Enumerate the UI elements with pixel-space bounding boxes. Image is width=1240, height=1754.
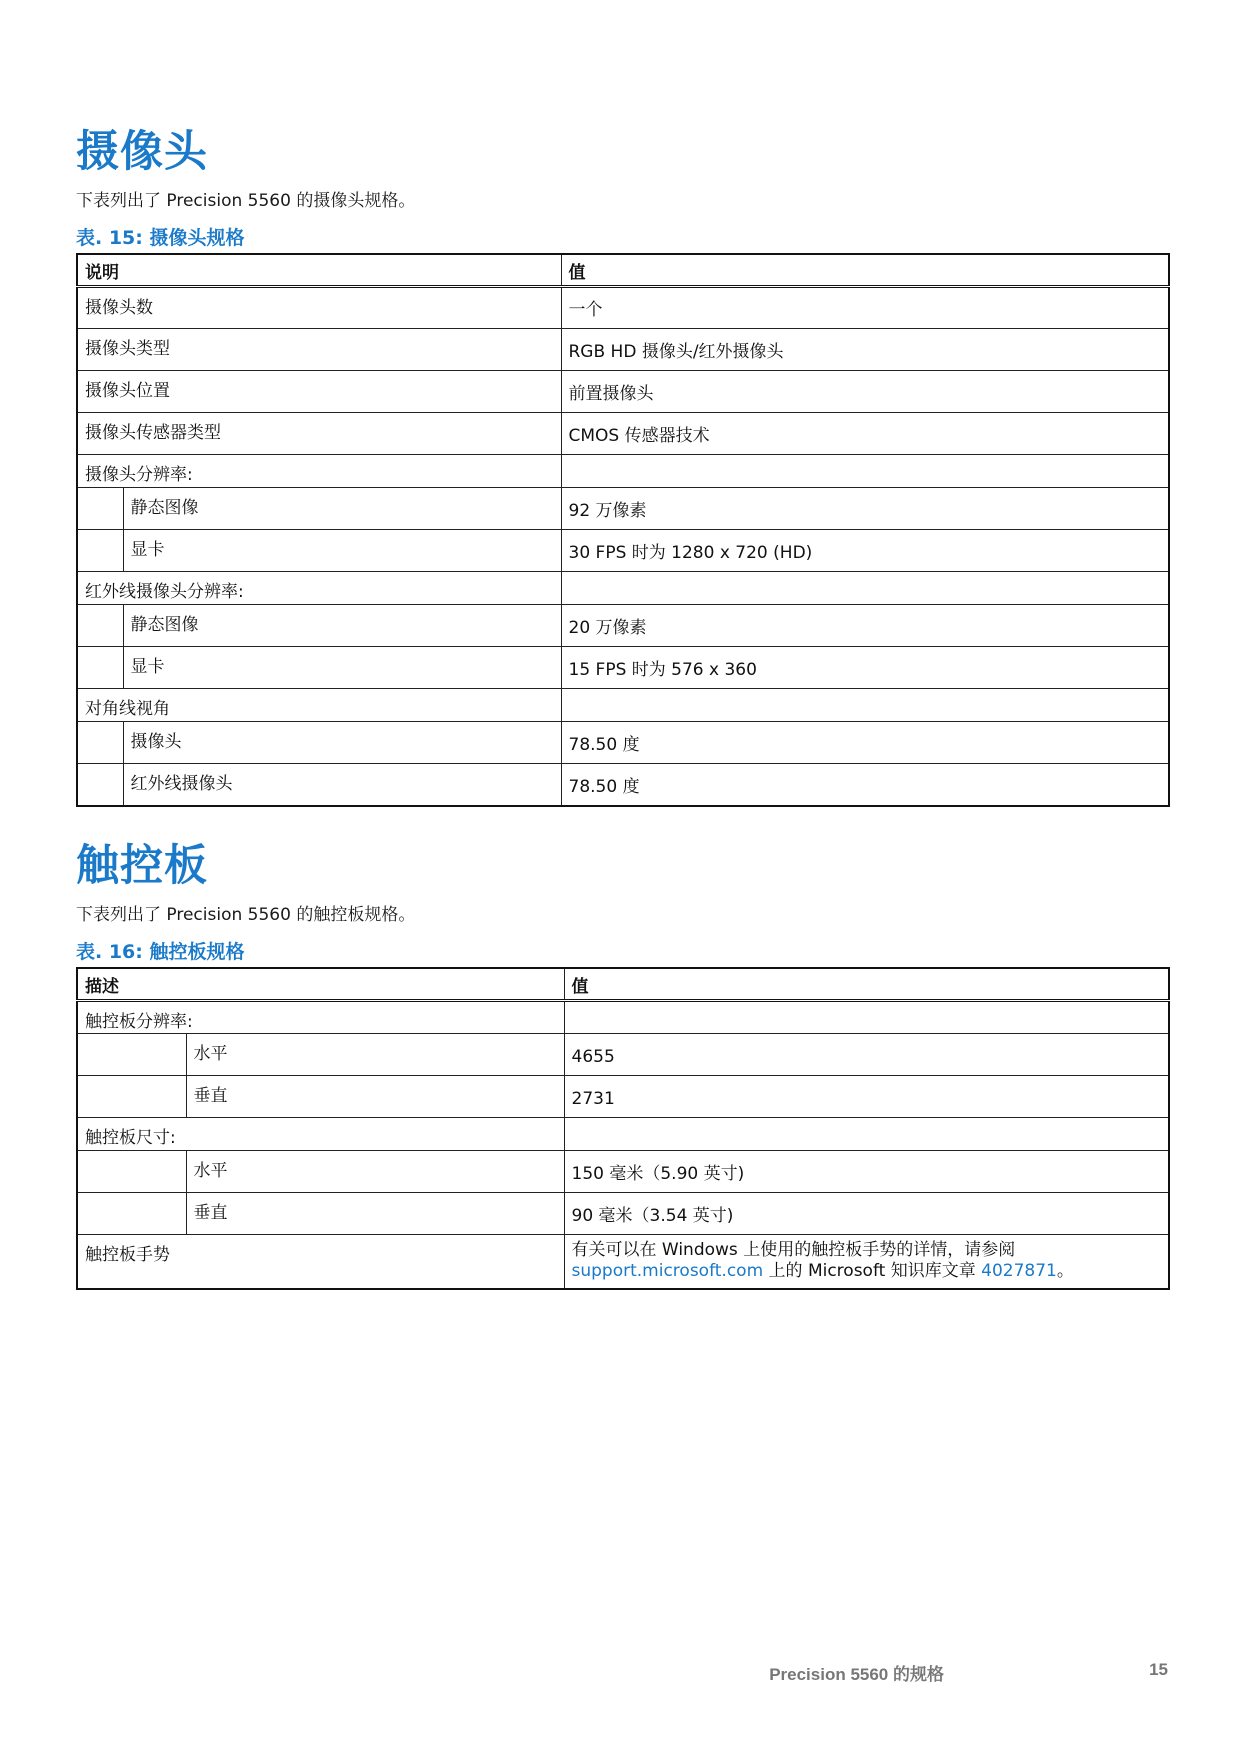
- table-row: [77, 371, 1169, 413]
- table-row: [77, 413, 1169, 455]
- indent-cell: [77, 722, 123, 764]
- row-label: 摄像头数: [77, 287, 561, 329]
- table-row: [77, 605, 1169, 647]
- table-row-group: [77, 1118, 1169, 1151]
- gesture-info-text-2: 上的 Microsoft 知识库文章: [763, 1261, 982, 1281]
- row-label: 红外线摄像头: [123, 764, 561, 806]
- row-value: 4655: [564, 1034, 1169, 1076]
- indent-cell: [77, 488, 123, 530]
- table-row: [77, 1034, 1169, 1076]
- row-label: 水平: [186, 1151, 564, 1193]
- table-row-group: [77, 572, 1169, 605]
- camera-intro: 下表列出了 Precision 5560 的摄像头规格。: [76, 191, 416, 211]
- touchpad-intro: 下表列出了 Precision 5560 的触控板规格。: [76, 905, 416, 925]
- indent-cell: [77, 1076, 186, 1118]
- table-row: [77, 1151, 1169, 1193]
- row-label: 摄像头位置: [77, 371, 561, 413]
- row-value: 90 毫米（3.54 英寸): [564, 1193, 1169, 1235]
- column-header-value: 值: [564, 968, 1169, 1001]
- column-header-description: 说明: [77, 254, 561, 287]
- indent-cell: [77, 1151, 186, 1193]
- table-row: [77, 1235, 1169, 1290]
- row-label: 垂直: [186, 1076, 564, 1118]
- row-label: 垂直: [186, 1193, 564, 1235]
- row-value-empty: [564, 1118, 1169, 1151]
- row-label: 静态图像: [123, 488, 561, 530]
- row-value-empty: [561, 572, 1169, 605]
- table-row-group: [77, 1001, 1169, 1034]
- table-row: [77, 287, 1169, 329]
- gesture-info-text: 有关可以在 Windows 上使用的触控板手势的详情，请参阅: [571, 1240, 1016, 1260]
- row-value: CMOS 传感器技术: [561, 413, 1169, 455]
- row-value: [564, 1235, 1169, 1290]
- indent-cell: [77, 530, 123, 572]
- row-value: 78.50 度: [561, 764, 1169, 806]
- table-row: [77, 488, 1169, 530]
- kb-article-link[interactable]: 4027871: [981, 1261, 1057, 1281]
- row-value: 30 FPS 时为 1280 x 720 (HD): [561, 530, 1169, 572]
- row-value: 150 毫米（5.90 英寸): [564, 1151, 1169, 1193]
- row-label: 水平: [186, 1034, 564, 1076]
- support-link[interactable]: support.microsoft.com: [571, 1261, 764, 1281]
- gesture-info-text-3: 。: [1056, 1261, 1074, 1281]
- row-value: RGB HD 摄像头/红外摄像头: [561, 329, 1169, 371]
- indent-cell: [77, 764, 123, 806]
- row-label: 红外线摄像头分辨率:: [77, 572, 561, 605]
- row-label: 显卡: [123, 647, 561, 689]
- indent-cell: [77, 1034, 186, 1076]
- row-value-empty: [561, 455, 1169, 488]
- table-row: [77, 722, 1169, 764]
- row-label: 对角线视角: [77, 689, 561, 722]
- row-label: 摄像头类型: [77, 329, 561, 371]
- table-row: [77, 647, 1169, 689]
- row-value: 一个: [561, 287, 1169, 329]
- touchpad-heading: 触控板: [76, 841, 208, 891]
- row-label: 触控板手势: [77, 1235, 564, 1290]
- row-label: 摄像头: [123, 722, 561, 764]
- camera-spec-table: [76, 253, 1170, 807]
- row-label: 显卡: [123, 530, 561, 572]
- table-row: [77, 329, 1169, 371]
- indent-cell: [77, 647, 123, 689]
- row-label: 触控板尺寸:: [77, 1118, 564, 1151]
- row-label: 摄像头分辨率:: [77, 455, 561, 488]
- row-value: 78.50 度: [561, 722, 1169, 764]
- row-value-empty: [561, 689, 1169, 722]
- indent-cell: [77, 605, 123, 647]
- touchpad-spec-table: [76, 967, 1170, 1290]
- table-row: [77, 1076, 1169, 1118]
- camera-heading: 摄像头: [76, 127, 208, 177]
- row-value: 92 万像素: [561, 488, 1169, 530]
- row-value: 20 万像素: [561, 605, 1169, 647]
- row-label: 触控板分辨率:: [77, 1001, 564, 1034]
- indent-cell: [77, 1193, 186, 1235]
- page-number: 15: [1149, 1660, 1168, 1679]
- footer-title: Precision 5560 的规格: [769, 1665, 944, 1684]
- table-row-group: [77, 455, 1169, 488]
- column-header-description: 描述: [77, 968, 564, 1001]
- row-label: 静态图像: [123, 605, 561, 647]
- row-label: 摄像头传感器类型: [77, 413, 561, 455]
- row-value: 前置摄像头: [561, 371, 1169, 413]
- row-value-empty: [564, 1001, 1169, 1034]
- table-row-group: [77, 689, 1169, 722]
- table-row: [77, 530, 1169, 572]
- row-value: 2731: [564, 1076, 1169, 1118]
- table-row: [77, 764, 1169, 806]
- column-header-value: 值: [561, 254, 1169, 287]
- camera-table-caption: 表. 15: 摄像头规格: [76, 227, 245, 249]
- touchpad-table-caption: 表. 16: 触控板规格: [76, 941, 245, 963]
- table-row: [77, 1193, 1169, 1235]
- row-value: 15 FPS 时为 576 x 360: [561, 647, 1169, 689]
